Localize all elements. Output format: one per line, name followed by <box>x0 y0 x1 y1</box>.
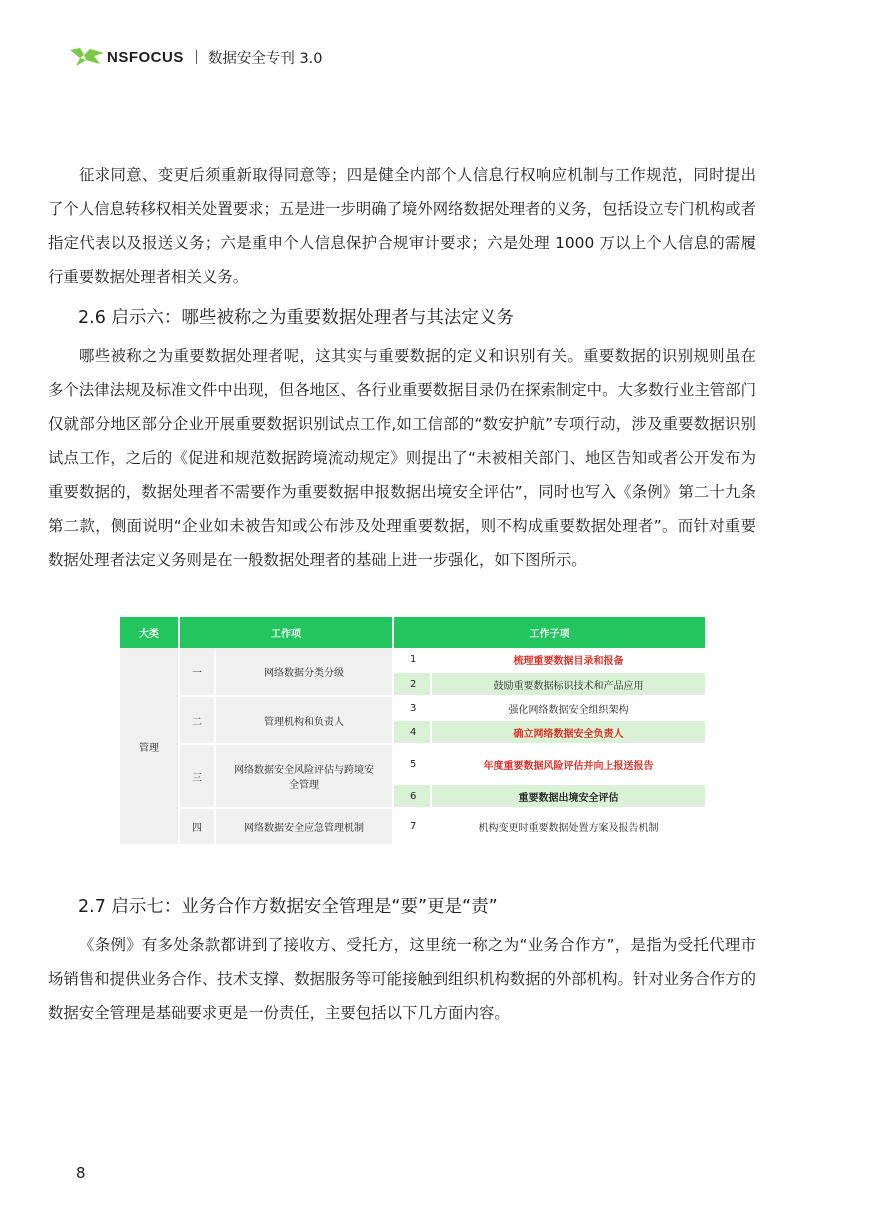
paragraph-text: 哪些被称之为重要数据处理者呢，这其实与重要数据的定义和识别有关。重要数据的识别规则虽在多个法律法规及标准文件中出现，但各地区、各行业重要数据目录仍在探索制定中。大多数行业主管部门仅就部分地区部分企业开展重要数据识别试点工作,如工信部的“数安护航”专项行动，涉及重要数据识别试点工作，之后的《促进和规范数据跨境流动规定》则提出了“未被相关部门、地区告知或者公开发布为重要数据的，数据处理者不需要作为重要数据申报数据出境安全评估”，同时也写入《条例》第二十九条 第二款，侧面说明“企业如未被告知或公布涉及处理重要数据，则不构成重要数据处理者”。而针对重要数据处理者法定义务则是在一般数据处理者的基础上进一步强化，如下图所示。 <box>48 347 756 569</box>
sub-item: 强化网络数据安全组织架构 <box>431 696 705 720</box>
sub-item: 年度重要数据风险评估并向上报送报告 <box>431 744 705 784</box>
paragraph-important-data <box>48 339 756 577</box>
sub-number: 7 <box>393 808 431 845</box>
page-number: 8 <box>76 1164 86 1182</box>
paragraph-business-partners <box>48 928 756 1030</box>
page-header <box>70 44 323 70</box>
paragraph-continuation <box>48 158 756 294</box>
sub-number: 2 <box>393 672 431 696</box>
obligations-table <box>120 617 705 849</box>
publication-title: 数据安全专刊 3.0 <box>207 50 323 67</box>
group-number: 二 <box>179 696 215 744</box>
group-item: 网络数据分类分级 <box>215 648 393 696</box>
table-row <box>120 696 705 720</box>
group-item: 管理机构和负责人 <box>215 696 393 744</box>
sub-number: 5 <box>393 744 431 784</box>
group-item: 网络数据安全应急管理机制 <box>215 808 393 845</box>
table-row <box>120 808 705 845</box>
sub-number: 3 <box>393 696 431 720</box>
table-header-row <box>120 617 705 648</box>
paragraph-text: 《条例》有多处条款都讲到了接收方、受托方，这里统一称之为“业务合作方”，是指为受托代理市场销售和提供业务合作、技术支撑、数据服务等可能接触到组织机构数据的外部机构。针对业务合作方的数据安全管理是基础要求更是一份责任，主要包括以下几方面内容。 <box>48 936 756 1022</box>
section-heading-2-6: 2.6 启示六：哪些被称之为重要数据处理者与其法定义务 <box>78 308 514 328</box>
sub-number: 6 <box>393 784 431 808</box>
category-cell: 管理 <box>120 648 179 845</box>
sub-item: 梳理重要数据目录和报备 <box>431 648 705 672</box>
header-work-item: 工作项 <box>179 617 393 648</box>
header-sub-item: 工作子项 <box>393 617 705 648</box>
sub-item: 确立网络数据安全负责人 <box>431 720 705 744</box>
sub-item: 机构变更时重要数据处置方案及报告机制 <box>431 808 705 845</box>
group-number: 一 <box>179 648 215 696</box>
sub-item: 重要数据出境安全评估 <box>431 784 705 808</box>
paragraph-text: 征求同意、变更后须重新取得同意等；四是健全内部个人信息行权响应机制与工作规范，同时提出了个人信息转移权相关处置要求；五是进一步明确了境外网络数据处理者的义务，包括设立专门机构或者指定代表以及报送义务；六是重申个人信息保护合规审计要求；六是处理 1000 万以上个人信息的需履行重要数据处理者相关义务。 <box>48 166 756 286</box>
group-number: 三 <box>179 744 215 808</box>
section-heading-2-7: 2.7 启示七：业务合作方数据安全管理是“要”更是“责” <box>78 897 498 917</box>
logo-mark-icon <box>70 47 104 67</box>
nsfocus-logo <box>70 47 184 67</box>
sub-item: 鼓励重要数据标识技术和产品应用 <box>431 672 705 696</box>
table-row <box>120 648 705 672</box>
group-number: 四 <box>179 808 215 845</box>
table-row <box>120 744 705 784</box>
sub-number: 1 <box>393 648 431 672</box>
header-divider <box>196 50 197 64</box>
logo-text: NSFOCUS <box>107 48 184 66</box>
header-category: 大类 <box>120 617 179 648</box>
sub-number: 4 <box>393 720 431 744</box>
group-item: 网络数据安全风险评估与跨境安全管理 <box>215 744 393 808</box>
